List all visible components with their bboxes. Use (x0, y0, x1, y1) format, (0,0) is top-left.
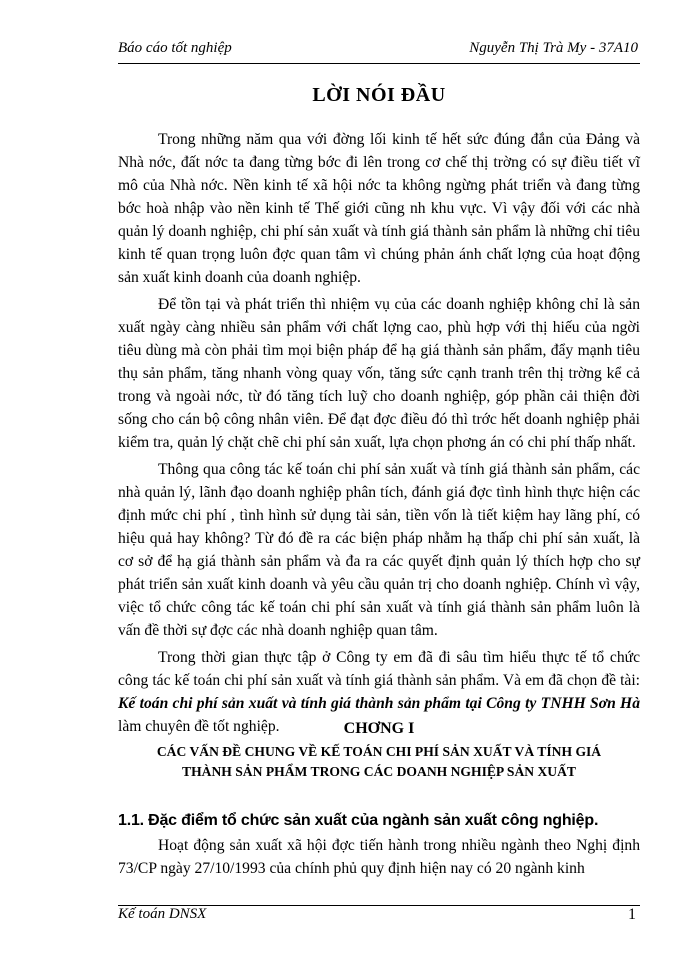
paragraph: Hoạt động sản xuất xã hội đợc tiến hành trong nhiều ngành theo Nghị định 73/CP ngày 27/10/1993 của chính phủ quy định hiện nay có 20 ngành kinh (118, 837, 640, 877)
paragraph: Để tồn tại và phát triển thì nhiệm vụ của các doanh nghiệp không chỉ là sản xuất ngày càng nhiều sản phẩm với chất lợng cao, phù hợp với thị hiếu của ngời tiêu dùng mà còn phải tìm mọi biện pháp để hạ giá thành sản phẩm, đẩy mạnh tiêu thụ sản phẩm, tăng nhanh vòng quay vốn, tăng sức cạnh tranh trên thị trờng kể cả trong và ngoài nớc, từ đó tăng tích luỹ cho doanh nghiệp, góp phần cải thiện đời sống cho cán bộ công nhân viên. Để đạt đợc điều đó thì trớc hết doanh nghiệp phải kiểm tra, quản lý chặt chẽ chi phí sản xuất, lựa chọn phơng án có chi phí thấp nhất. (118, 296, 640, 451)
page-number: 1 (628, 906, 636, 923)
paragraph: Thông qua công tác kế toán chi phí sản xuất và tính giá thành sản phẩm, các nhà quản lý, lãnh đạo doanh nghiệp phân tích, đánh giá đợc tình hình thực hiện các định mức chi phí , tình hình sử dụng tài sản, tiền vốn là tiết kiệm hay lãng phí, có hiệu quả hay không? Từ đó đề ra các biện pháp nhằm hạ thấp chi phí sản xuất, là cơ sở để hạ giá thành sản phẩm và đa ra các quyết định quản lý thích hợp cho sự phát triển sản xuất kinh doanh và yêu cầu quản trị cho doanh nghiệp. Chính vì vậy, việc tổ chức công tác kế toán chi phí sản xuất và tính giá thành sản phẩm luôn là vấn đề thời sự đợc các nhà doanh nghiệp quan tâm. (118, 461, 640, 639)
paragraph: Trong những năm qua với đờng lối kinh tế hết sức đúng đắn của Đảng và Nhà nớc, đất nớc ta đang từng bớc đi lên trong cơ chế thị trờng có sự điều tiết vĩ mô của Nhà nớc. Nền kinh tế xã hội nớc ta không ngừng phát triển và đang từng bớc hoà nhập vào nền kinh tế Thế giới cũng nh khu vực. Vì vậy đối với các nhà quản lý doanh nghiệp, chi phí sản xuất và tính giá thành sản phẩm là những chỉ tiêu kinh tế quan trọng luôn đợc quan tâm vì chúng phản ánh chất lợng của hoạt động sản xuất kinh doanh của doanh nghiệp. (118, 131, 640, 286)
header-report-type: Báo cáo tốt nghiệp (118, 40, 232, 56)
foreword-body (118, 128, 640, 742)
chapter-heading: CHƠNG I (343, 720, 415, 737)
header-divider (118, 63, 640, 64)
header-author: Nguyễn Thị Trà My - 37A10 (469, 40, 638, 56)
chapter-subtitle-line: CÁC VẤN ĐỀ CHUNG VỀ KẾ TOÁN CHI PHÍ SẢN XUẤT VÀ TÍNH GIÁ (156, 744, 602, 759)
chapter-subtitle (118, 742, 640, 782)
footer-subject: Kế toán DNSX (118, 906, 207, 922)
page-footer (118, 906, 640, 930)
section-body (118, 834, 640, 880)
chapter-subtitle-line: THÀNH SẢN PHẨM TRONG CÁC DOANH NGHIỆP SẢN XUẤT (182, 764, 576, 779)
page-header (118, 40, 638, 62)
topic-title: Kế toán chi phí sản xuất và tính giá thành sản phẩm tại Công ty TNHH Sơn Hà (118, 695, 640, 712)
page-title: LỜI NÓI ĐẦU (312, 84, 446, 106)
topic-intro: Trong thời gian thực tập ở Công ty em đã đi sâu tìm hiểu thực tế tổ chức công tác kế toán chi phí sản xuất và tính giá thành sản phẩm. Và em đã chọn đề tài: (118, 649, 640, 689)
section-heading: 1.1. Đặc điểm tổ chức sản xuất của ngành sản xuất công nghiệp. (118, 812, 599, 829)
topic-outro: làm chuyên đề tốt nghiệp. (118, 718, 280, 735)
